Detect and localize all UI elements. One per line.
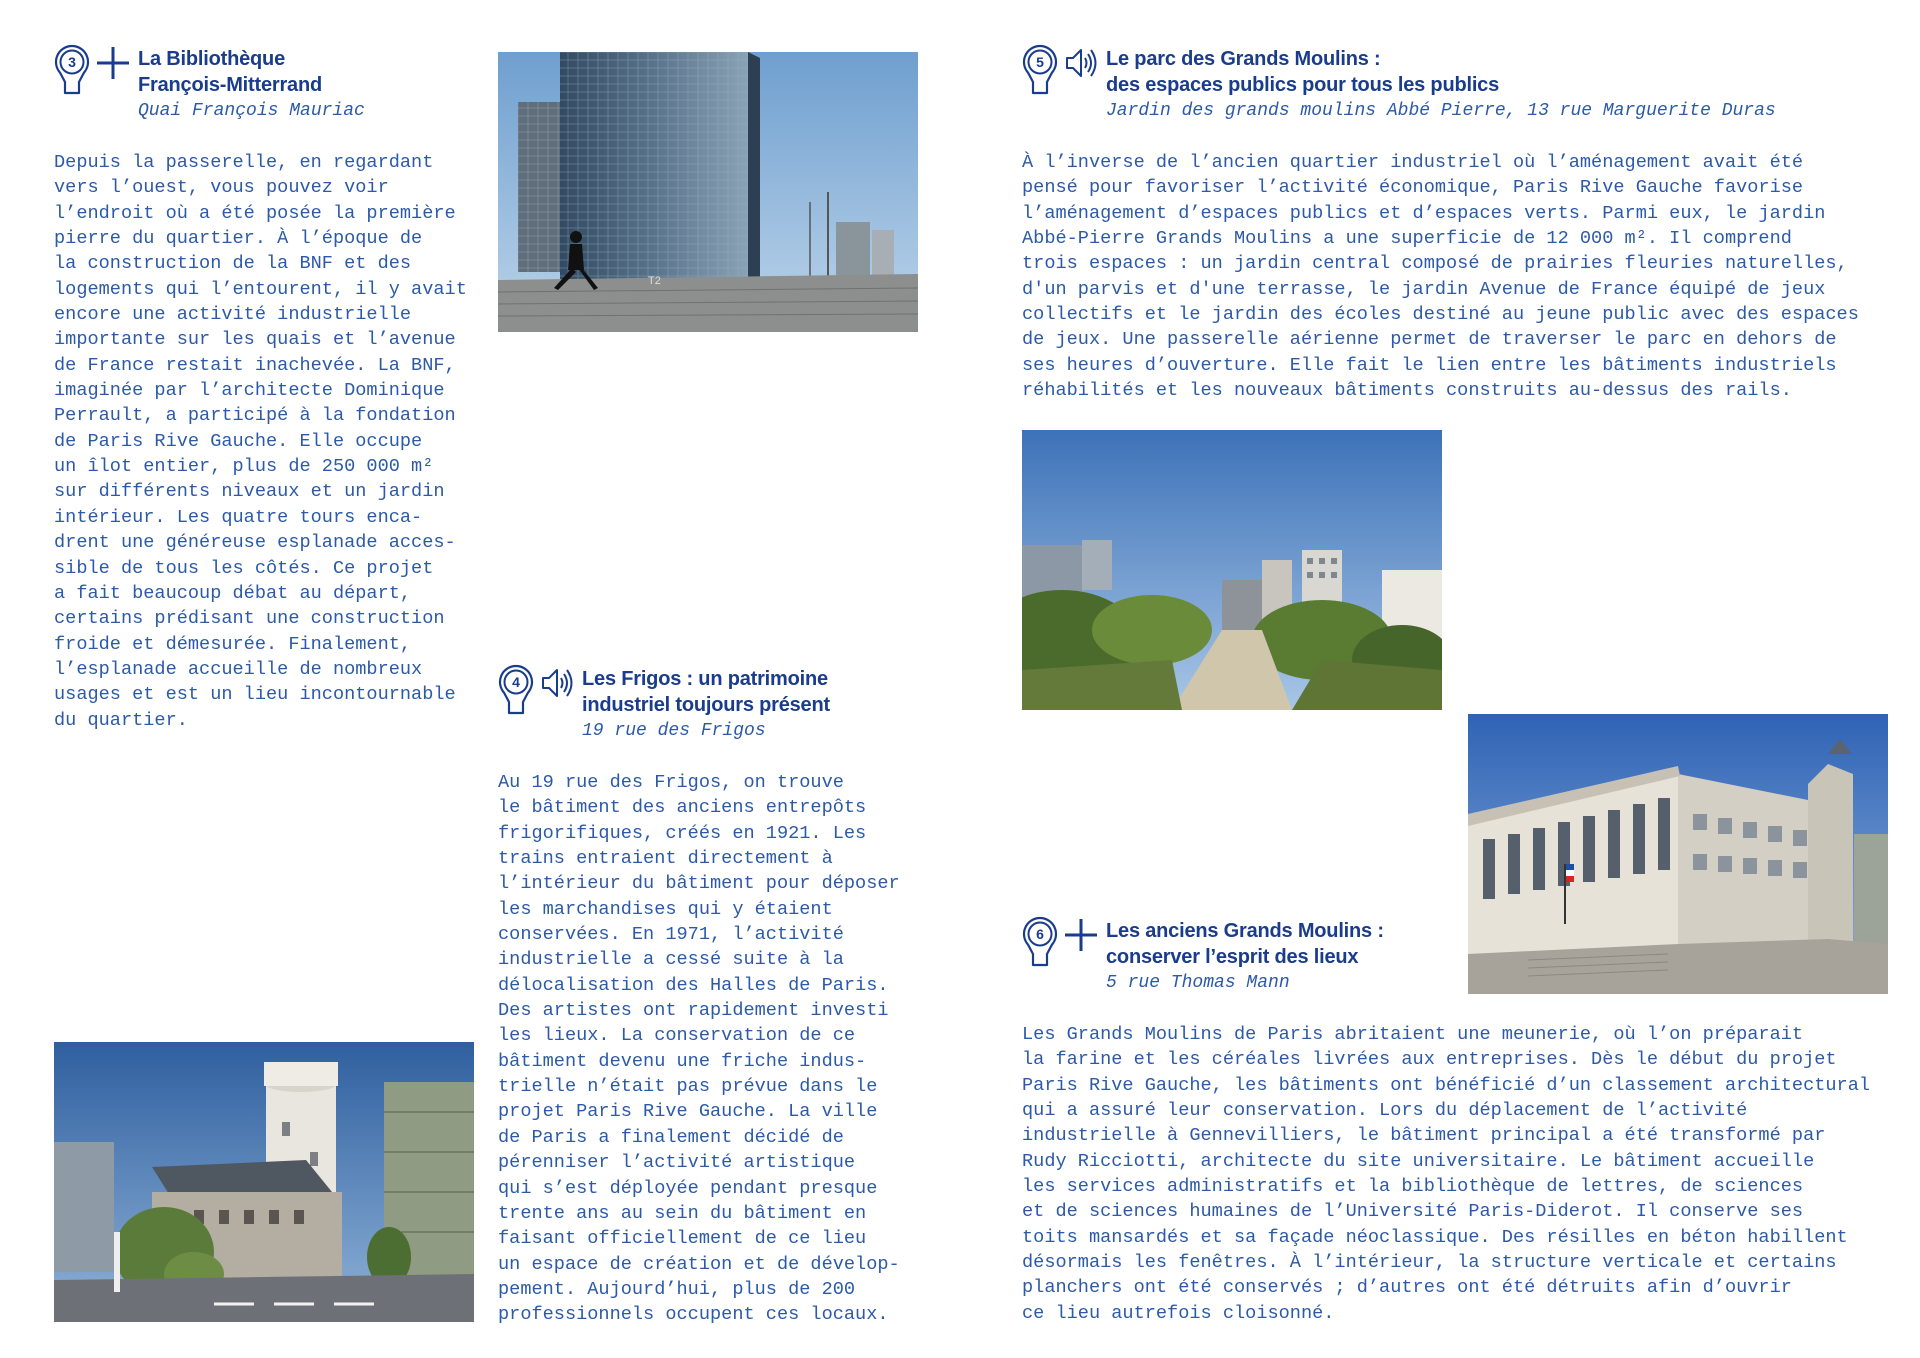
location-pin-icon [498, 664, 534, 716]
body-text-line: froide et démesurée. Finalement, [54, 633, 412, 655]
body-text-line: l’endroit où a été posée la première [54, 202, 456, 224]
stop-4-header [498, 664, 958, 744]
stop-title [1106, 918, 1384, 970]
body-text-line: les lieux. La conservation de ce [498, 1025, 856, 1047]
body-text-line: qui s’est déployée pendant presque [498, 1177, 878, 1199]
body-text-line: de France restait inachevée. La BNF, [54, 354, 456, 376]
frigos-building-photo [54, 1042, 474, 1322]
body-text-line: pensé pour favoriser l’activité économique, Paris Rive Gauche favorise [1022, 177, 1804, 199]
stop-number: 4 [512, 674, 520, 691]
stop-title [582, 666, 830, 718]
stop-title-line-2: des espaces publics pour tous les publics [1106, 74, 1500, 96]
stop-3-header [54, 44, 474, 124]
body-text-line: usages et est un lieu incontournable [54, 684, 456, 706]
stop-address: 19 rue des Frigos [582, 721, 766, 741]
body-text-line: de Paris Rive Gauche. Elle occupe [54, 430, 423, 452]
body-text-line: conservées. En 1971, l’activité [498, 924, 844, 946]
body-text-line: vers l’ouest, vous pouvez voir [54, 177, 389, 199]
stop-5-header [1022, 44, 1882, 124]
photo-sign: T2 [648, 275, 661, 287]
body-text-line: qui a assuré leur conservation. Lors du déplacement de l’activité [1022, 1100, 1748, 1122]
body-text-line: réhabilités et les nouveaux bâtiments construits au-dessus des rails. [1022, 380, 1792, 402]
body-text-line: faisant officiellement de ce lieu [498, 1228, 867, 1250]
stop-number: 6 [1036, 926, 1044, 943]
body-text-line: importante sur les quais et l’avenue [54, 329, 456, 351]
body-text-line: Perrault, a participé à la fondation [54, 405, 456, 427]
body-text-line: projet Paris Rive Gauche. La ville [498, 1101, 878, 1123]
body-text-line: imaginée par l’architecte Dominique [54, 380, 445, 402]
body-text-line: le bâtiment des anciens entrepôts [498, 797, 867, 819]
extension-cross-icon [1065, 919, 1097, 951]
body-text-line: industrielle à Gennevilliers, le bâtiment principal a été transformé par [1022, 1125, 1826, 1147]
body-text-line: ce lieu autrefois cloisonné. [1022, 1302, 1335, 1324]
body-text-line: collectifs et le jardin des écoles destiné au jeune public avec des espaces [1022, 304, 1859, 326]
body-text-line: un îlot entier, plus de 250 000 m² [54, 456, 434, 478]
body-text-line: ses heures d’ouverture. Elle fait le lien entre les bâtiments industriels [1022, 354, 1837, 376]
body-text-line: a fait beaucoup débat au départ, [54, 582, 412, 604]
stop-6-header [1022, 916, 1462, 996]
stop-4-body [498, 770, 900, 1328]
stop-title-line-2: François-Mitterrand [138, 74, 323, 96]
body-text-line: les marchandises qui y étaient [498, 898, 833, 920]
body-text-line: logements qui l’entourent, il y avait [54, 278, 467, 300]
location-pin-icon [1022, 916, 1058, 968]
body-text-line: de Paris a finalement décidé de [498, 1126, 844, 1148]
stop-title-line-2: conserver l’esprit des lieux [1106, 946, 1359, 968]
body-text-line: Au 19 rue des Frigos, on trouve [498, 772, 844, 793]
stop-title-line-2: industriel toujours présent [582, 694, 830, 716]
body-text-line: frigorifiques, créés en 1921. Les [498, 822, 867, 844]
body-text-line: professionnels occupent ces locaux. [498, 1304, 889, 1326]
grands-moulins-park-photo [1022, 430, 1442, 710]
stop-title-line-1: Les anciens Grands Moulins : [1106, 920, 1384, 942]
body-text-line: Depuis la passerelle, en regardant [54, 152, 434, 173]
body-text-line: toits mansardés et sa façade néoclassique. Des résilles en béton habillent [1022, 1226, 1848, 1248]
body-text-line: désormais les fenêtres. À l’intérieur, la structure verticale et certains [1022, 1252, 1837, 1274]
stop-title-line-1: Les Frigos : un patrimoine [582, 668, 828, 690]
body-text-line: du quartier. [54, 709, 188, 731]
location-pin-icon [1022, 44, 1058, 96]
stop-3-body [54, 150, 467, 733]
body-text-line: À l’inverse de l’ancien quartier industriel où l’aménagement avait été [1022, 152, 1804, 173]
body-text-line: pement. Aujourd’hui, plus de 200 [498, 1278, 856, 1300]
stop-number: 5 [1036, 54, 1044, 71]
body-text-line: trains entraient directement à [498, 848, 833, 870]
body-text-line: trielle n’était pas prévue dans le [498, 1076, 878, 1098]
body-text-line: l’intérieur du bâtiment pour déposer [498, 873, 900, 895]
stop-title-line-1: Le parc des Grands Moulins : [1106, 48, 1381, 70]
stop-5-body [1022, 150, 1859, 403]
stop-title [1106, 46, 1499, 98]
body-text-line: Les Grands Moulins de Paris abritaient une meunerie, où l’on préparait [1022, 1024, 1804, 1045]
bnf-towers-photo [498, 52, 918, 332]
body-text-line: délocalisation des Halles de Paris. [498, 974, 889, 996]
body-text-line: Des artistes ont rapidement investi [498, 1000, 889, 1022]
body-text-line: de jeux. Une passerelle aérienne permet de traverser le parc en dehors de [1022, 329, 1837, 351]
body-text-line: Paris Rive Gauche, les bâtiments ont bénéficié d’un classement architectural [1022, 1074, 1871, 1096]
body-text-line: la construction de la BNF et des [54, 253, 412, 275]
body-text-line: pérenniser l’activité artistique [498, 1152, 856, 1174]
body-text-line: la farine et les céréales livrées aux entreprises. Dès le début du projet [1022, 1049, 1837, 1071]
body-text-line: drent une généreuse esplanade acces- [54, 532, 456, 554]
body-text-line: bâtiment devenu une friche indus- [498, 1050, 867, 1072]
audio-speaker-icon [541, 667, 573, 699]
body-text-line: intérieur. Les quatre tours enca- [54, 506, 423, 528]
stop-title [138, 46, 322, 98]
stop-6-body [1022, 1022, 1870, 1326]
body-text-line: certains prédisant une construction [54, 608, 445, 630]
stop-title-line-1: La Bibliothèque [138, 48, 286, 70]
location-pin-icon [54, 44, 90, 96]
body-text-line: l’aménagement d’espaces publics et d’espaces verts. Parmi eux, le jardin [1022, 202, 1826, 224]
body-text-line: Abbé-Pierre Grands Moulins a une superficie de 12 000 m². Il comprend [1022, 228, 1792, 250]
grands-moulins-building-photo [1468, 714, 1888, 994]
stop-number: 3 [68, 54, 76, 71]
body-text-line: sur différents niveaux et un jardin [54, 481, 445, 503]
body-text-line: planchers ont été conservés ; d’autres ont été détruits afin d’ouvrir [1022, 1277, 1792, 1299]
body-text-line: sible de tous les côtés. Ce projet [54, 557, 434, 579]
stop-address: 5 rue Thomas Mann [1106, 973, 1290, 993]
body-text-line: l’esplanade accueille de nombreux [54, 658, 423, 680]
body-text-line: et de sciences humaines de l’Université Paris-Diderot. Il conserve ses [1022, 1201, 1804, 1223]
body-text-line: les services administratifs et la bibliothèque de lettres, de sciences [1022, 1176, 1804, 1198]
body-text-line: industrielle a cessé suite à la [498, 949, 844, 971]
body-text-line: trente ans au sein du bâtiment en [498, 1202, 867, 1224]
audio-speaker-icon [1065, 47, 1097, 79]
body-text-line: encore une activité industrielle [54, 304, 412, 326]
body-text-line: trois espaces : un jardin central composé de prairies fleuries naturelles, [1022, 253, 1848, 275]
body-text-line: Rudy Ricciotti, architecte du site universitaire. Le bâtiment accueille [1022, 1150, 1815, 1172]
stop-address: Quai François Mauriac [138, 101, 365, 121]
body-text-line: d'un parvis et d'une terrasse, le jardin Avenue de France équipé de jeux [1022, 278, 1826, 300]
extension-cross-icon [97, 47, 129, 79]
stop-address: Jardin des grands moulins Abbé Pierre, 13 rue Marguerite Duras [1106, 101, 1776, 121]
body-text-line: un espace de création et de dévelop- [498, 1253, 900, 1275]
body-text-line: pierre du quartier. À l’époque de [54, 228, 423, 250]
